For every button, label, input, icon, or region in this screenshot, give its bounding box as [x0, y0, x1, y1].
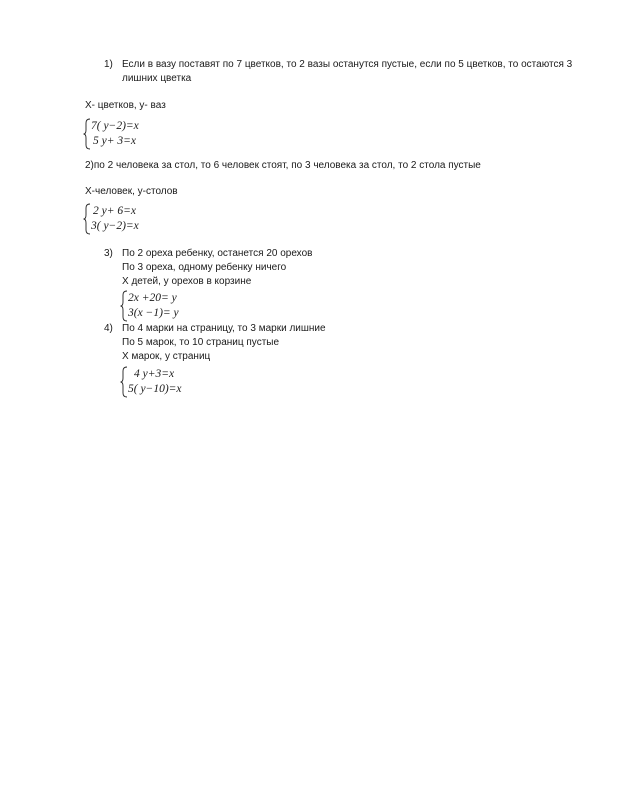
problem-2-text-line-1: 2)по 2 человека за стол, то 6 человек стоят, по 3 человека за стол, то 2 стола пустые — [85, 160, 481, 171]
problem-2-equation-1: 2 y+ 6=x — [93, 205, 136, 217]
problem-2-equation-2: 3( y−2)=x — [91, 220, 139, 232]
problem-4-equation-system — [120, 366, 210, 398]
problem-1-equation-system — [83, 118, 173, 150]
problem-2-equation-system — [83, 203, 173, 235]
problem-1-equation-2: 5 y+ 3=x — [93, 135, 136, 147]
problem-1-number: 1) — [104, 59, 113, 70]
problem-4-text-line-1: По 4 марки на страницу, то 3 марки лишние — [122, 323, 326, 334]
problem-1-text-line-1: Если в вазу поставят по 7 цветков, то 2 вазы останутся пустые, если по 5 цветков, то остаются 3 — [122, 59, 573, 70]
left-brace-icon — [83, 118, 91, 150]
problem-1-text-line-2: лишних цветка — [122, 73, 192, 84]
problem-3-equation-2: 3(x −1)= y — [128, 307, 179, 319]
left-brace-icon — [120, 290, 128, 322]
left-brace-icon — [83, 203, 91, 235]
problem-3-number: 3) — [104, 248, 113, 259]
problem-3-equation-1: 2x +20= y — [128, 292, 177, 304]
problem-3-text-line-2: По 3 ореха, одному ребенку ничего — [122, 262, 287, 273]
problem-3-variables: X детей, y орехов в корзине — [122, 276, 252, 287]
problem-4-text-line-2: По 5 марок, то 10 страниц пустые — [122, 337, 280, 348]
problem-4-number: 4) — [104, 323, 113, 334]
problem-3-equation-system — [120, 290, 210, 322]
left-brace-icon — [120, 366, 128, 398]
problem-3-text-line-1: По 2 ореха ребенку, останется 20 орехов — [122, 248, 313, 259]
problem-4-equation-1: 4 y+3=x — [134, 368, 175, 380]
problem-1-variables: X- цветков, y- ваз — [85, 100, 166, 111]
problem-1-equation-1: 7( y−2)=x — [91, 120, 139, 132]
problem-4-equation-2: 5( y−10)=x — [128, 383, 182, 395]
problem-4-variables: X марок, y страниц — [122, 351, 211, 362]
problem-2-variables: X-человек, y-столов — [85, 186, 178, 197]
